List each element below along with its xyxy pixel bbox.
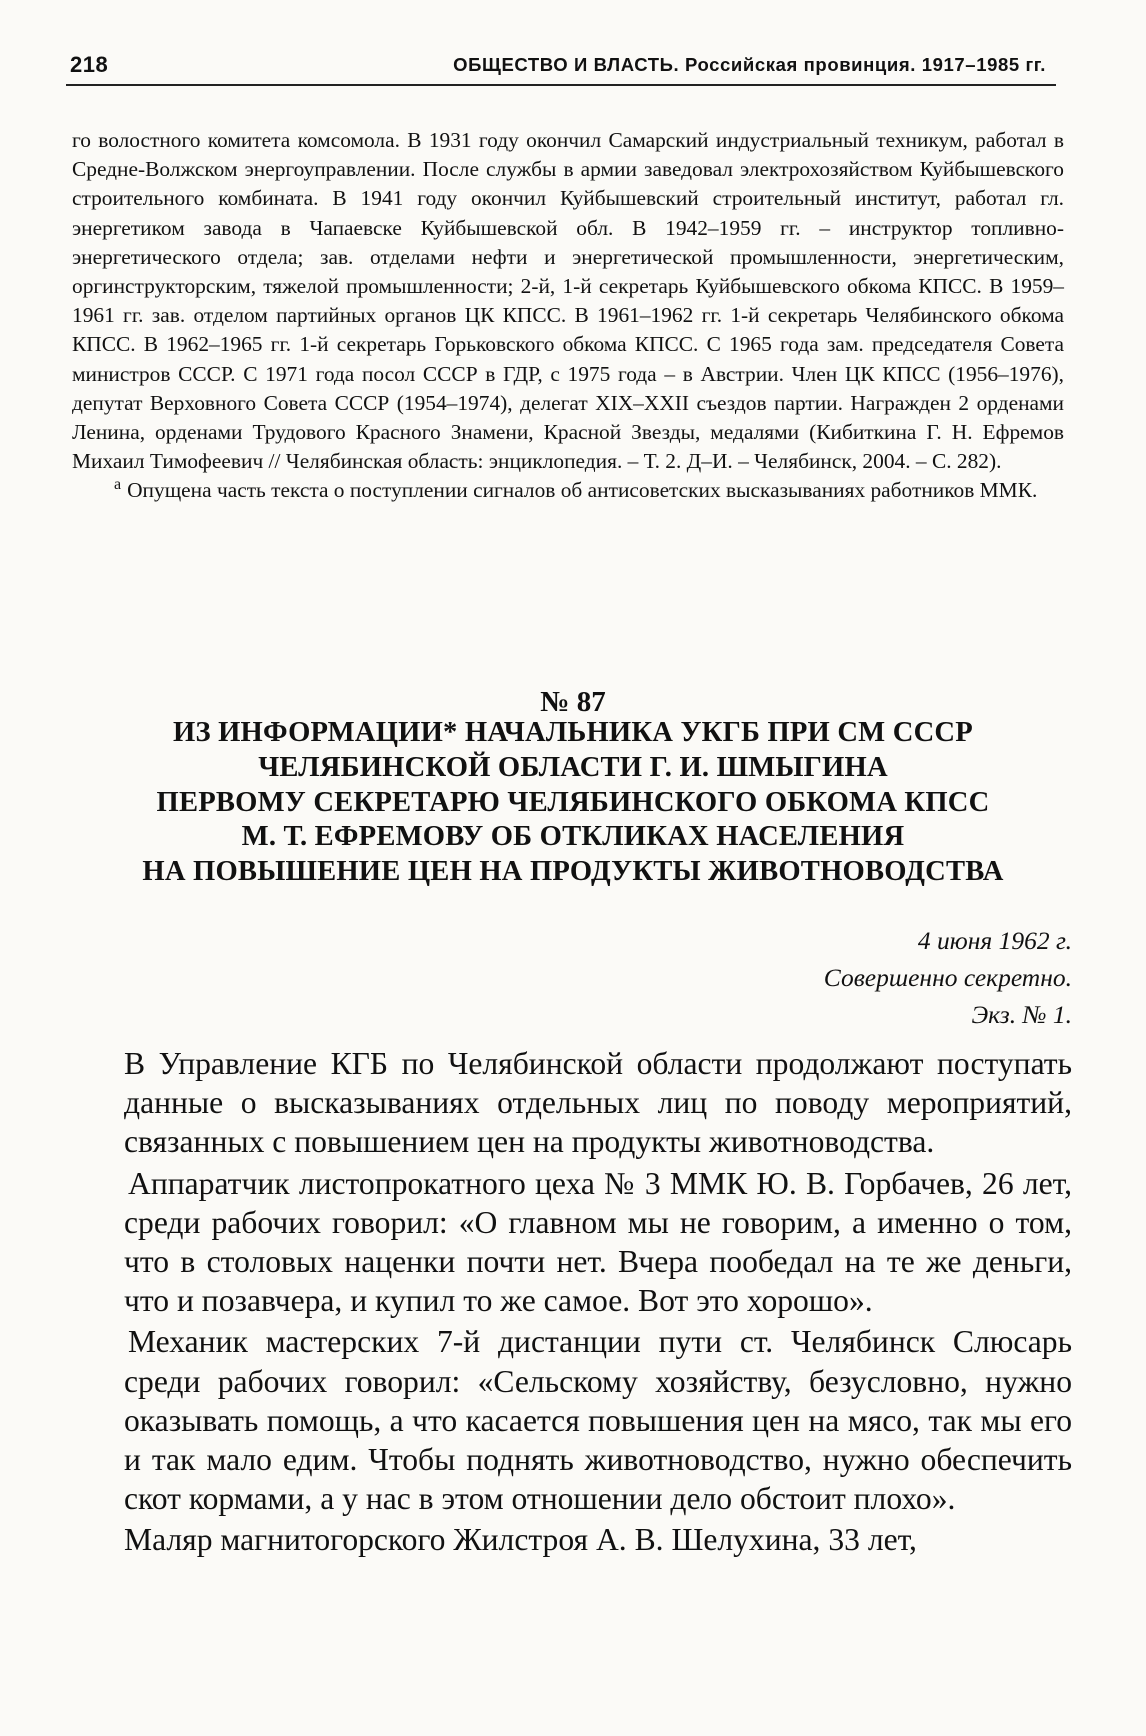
footnote-note-text: Опущена часть текста о поступлении сигналов об антисоветских высказываниях работников ММК.	[127, 478, 1038, 503]
document-meta	[824, 922, 1072, 1033]
running-header	[66, 52, 1056, 86]
body-paragraph: Маляр магнитогорского Жилстроя А. В. Шелухина, 33 лет,	[124, 1522, 917, 1558]
classification-label: Совершенно секретно.	[823, 963, 1072, 992]
copy-number: Экз. № 1.	[971, 1000, 1072, 1029]
footnote-mark: а	[114, 476, 122, 494]
footnote-paragraph: го волостного комитета комсомола. В 1931 году окончил Самарский индустриальный техникум, работал в Средне-Волжском энергоуправлении. После службы в армии заведовал электрохозяйством Куйбышевского строительного комбината. В 1941 году окончил Куйбышевский строительный институт, работал гл. энергетиком завода в Чапаевске Куйбышевской обл. В 1942–1959 гг. – инструктор топливно-энергетического отдела; зав. отделами нефти и энергетической промышленности, энергетическим, оргинструкторским, тяжелой промышленности; 2-й, 1-й секретарь Куйбышевского обкома КПСС. В 1959–1961 гг. зав. отделом партийных органов ЦК КПСС. В 1961–1962 гг. 1-й секретарь Челябинского обкома КПСС. В 1962–1965 гг. 1-й секретарь Горьковского обкома КПСС. С 1965 года зам. председателя Совета министров СССР. С 1971 года посол СССР в ГДР, с 1975 года – в Австрии. Член ЦК КПСС (1956–1976), депутат Верховного Совета СССР (1954–1974), делегат XIX–XXII съездов партии. Награжден 2 орденами Ленина, орденами Трудового Красного Знамени, Красной Звезды, медалями (Кибиткина Г. Н. Ефремов Михаил Тимофеевич // Челябинская область: энциклопедия. – Т. 2. Д–И. – Челябинск, 2004. – С. 282).	[72, 128, 1064, 474]
running-title: ОБЩЕСТВО И ВЛАСТЬ. Российская провинция. 1917–1985 гг.	[453, 54, 1046, 75]
document-body	[124, 1044, 1072, 1562]
body-paragraph: В Управление КГБ по Челябинской области продолжают поступать данные о высказываниях отдельных лиц по поводу мероприятий, связанных с повышением цен на продукты животноводства.	[124, 1046, 1072, 1160]
footnote-note-a	[72, 476, 1064, 505]
body-paragraph: Аппаратчик листопрокатного цеха № 3 ММК Ю. В. Горбачев, 26 лет, среди рабочих говорил: «О главном мы не говорим, а именно о том, что в столовых наценки почти нет. Вчера пообедал на те же деньги, что и позавчера, и купил то же самое. Вот это хорошо».	[124, 1165, 1072, 1319]
title-line: М. Т. ЕФРЕМОВУ ОБ ОТКЛИКАХ НАСЕЛЕНИЯ	[241, 821, 905, 853]
document-number: № 87	[540, 686, 606, 718]
title-line: ПЕРВОМУ СЕКРЕТАРЮ ЧЕЛЯБИНСКОГО ОБКОМА КПСС	[156, 786, 990, 818]
title-line: НА ПОВЫШЕНИЕ ЦЕН НА ПРОДУКТЫ ЖИВОТНОВОДСТВА	[142, 856, 1004, 888]
page-number: 218	[70, 52, 109, 77]
title-line: ИЗ ИНФОРМАЦИИ* НАЧАЛЬНИКА УКГБ ПРИ СМ СССР	[173, 717, 973, 748]
document-title	[100, 716, 1046, 890]
body-paragraph: Механик мастерских 7-й дистанции пути ст. Челябинск Слюсарь среди рабочих говорил: «Сельскому хозяйству, безусловно, нужно оказывать помощь, а что касается повышения цен на мясо, так мы его и так мало едим. Чтобы поднять животноводство, нужно обеспечить скот кормами, а у нас в этом отношении дело обстоит плохо».	[124, 1324, 1072, 1517]
document-date: 4 июня 1962 г.	[917, 926, 1072, 955]
footnote-block	[72, 126, 1064, 506]
title-line: ЧЕЛЯБИНСКОЙ ОБЛАСТИ Г. И. ШМЫГИНА	[258, 751, 888, 783]
